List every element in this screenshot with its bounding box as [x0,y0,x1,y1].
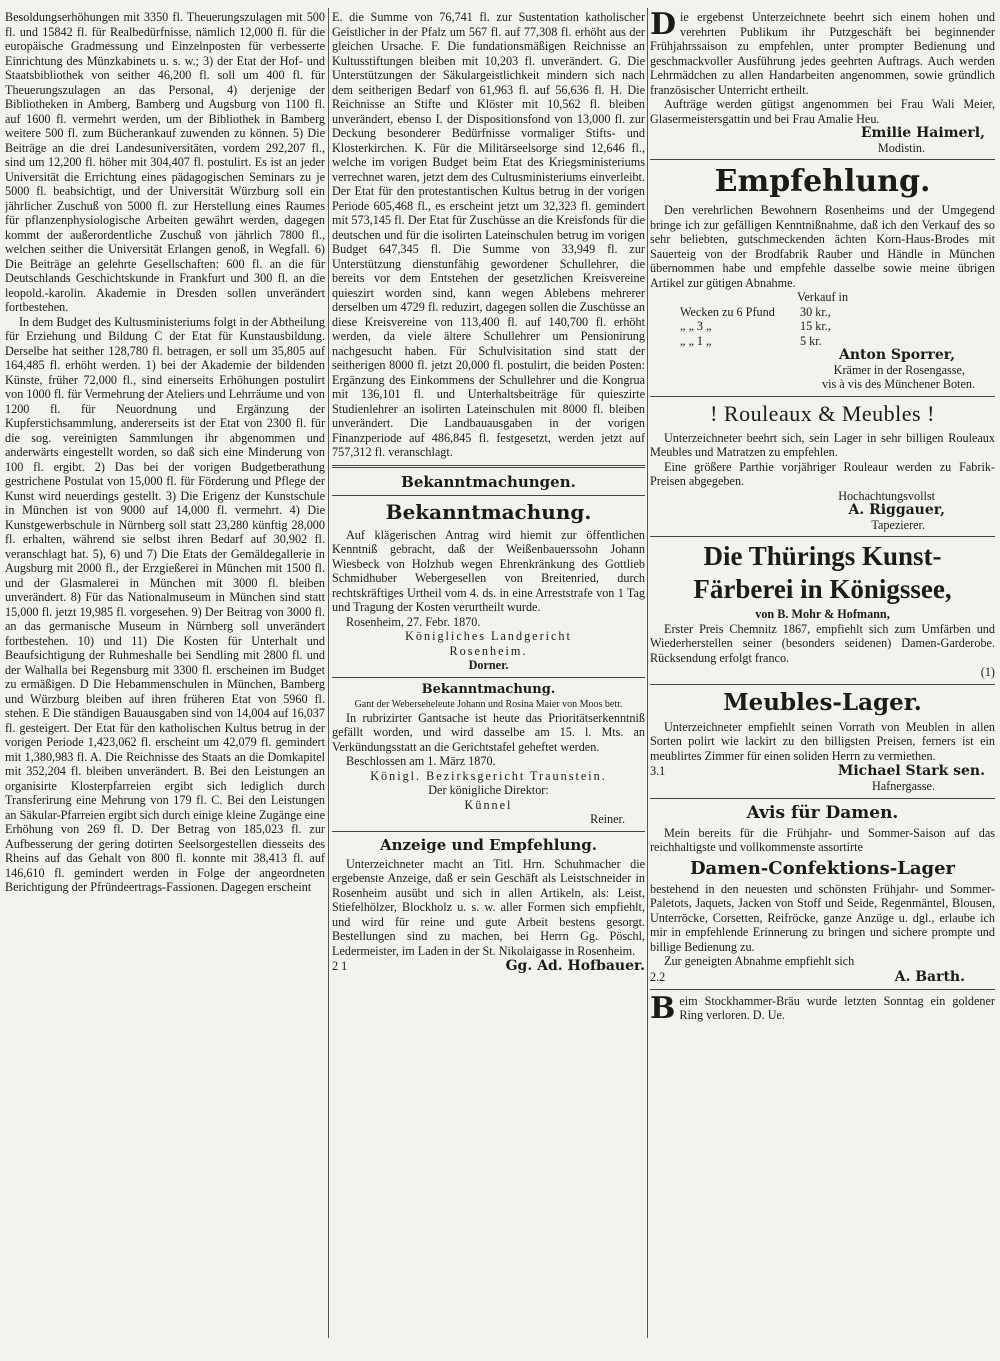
ad-title: Anzeige und Empfehlung. [380,835,597,854]
notice-text: Auf klägerischen Antrag wird hiemit zur öffentlichen Kenntniß gebracht, daß der Weißenbauerssohn Johann Wiesbeck von Holzhub wegen Ehrenkränkung des Gottlieb Schmidhuber Webergesellen von Breitenried, durch rechtskräftiges Urtheil vom 4. ds. in eine Arreststrafe von 1 Tag und Tragung der Kosten verurtheilt wurde. [332,527,645,614]
price-item: „ „ 3 „ [680,319,712,333]
notice-court: Königl. Bezirksgericht Traunstein. [370,768,607,783]
notice-director-label: Der königliche Direktor: [428,783,549,797]
ad-role: Krämer in der Rosengasse, [833,362,965,377]
column-rule-left [328,8,329,1338]
notice-text: In rubrizirter Gantsache ist heute das Prioritätserkenntniß gefällt worden, und wird dasselbe am 15. l. Mts. an Verkündungsstatt an die Gerichtstafel geheftet werden. [332,710,645,754]
ad-role-2: vis à vis des Münchener Boten. [822,377,975,391]
ad-signature: A. Riggauer, [848,502,945,518]
ad-title-line-1: Die Thürings Kunst- [703,541,942,571]
column-budget-report-1 [5,10,325,895]
divider [650,989,995,990]
divider [650,684,995,685]
price-value: 15 kr., [800,319,831,333]
ad-meubles-lager [650,689,995,794]
ad-text: Unterzeichneter beehrt sich, sein Lager in sehr billigen Rouleaux Meubles und Matratzen zu empfehlen. [650,430,995,459]
ad-text-2: Aufträge werden gütigst angenommen bei Frau Wali Meier, Glasermeistersgattin und bei Frau Amalie Heu. [650,97,995,126]
ad-number: 3.1 [650,764,666,778]
ad-text-3: Zur geneigten Abnahme empfiehlt sich [664,954,855,968]
ad-title: ! Rouleaux & Meubles ! [710,400,935,426]
price-row [650,334,995,349]
notice-landgericht [332,500,645,673]
notice-title: Bekanntmachung. [421,681,556,697]
ad-putzgeschaeft [650,10,995,155]
divider [650,798,995,799]
budget-paragraph-1: Besoldungserhöhungen mit 3350 fl. Theuerungszulagen mit 500 fl. und 15842 fl. für Realbedürfnisse, nämlich 12,000 fl. für die europäische Gradmessung und Einzelnposten für verbesserte Einrichtung des Münzkabinets u. s. w.; 3) der Etat der Hof- und Staatsbibliothek von seither 46,200 fl. soll um 400 fl. für Theuerungszulagen an das Personal, 4) derjenige der Bibliotheken in Amberg, Bamberg und Augsburg von 1100 fl. auf 1600 fl. vermehrt werden, um der Bibliothek in Bamberg weitere 500 fl. zum Bücherankauf zuwenden zu können. 5) Die Beiträge an die drei Landesuniversitäten, vordem 292,207 fl., sind um 12,200 fl. höher mit 304,407 fl. postulirt. Es ist an jeder Universität die Errichtung eines pädagogischen Seminars zu je 5000 fl. beabsichtigt, und der Universität Würzburg soll ein jährlicher Zuschuß von 5000 fl. zur Herstellung eines Raumes für pflanzenphysiologische Arbeiten gewährt werden, dagegen kommt der außerordentliche Zuschuß von jährlich 7800 fl., welchen seither die Universität Erlangen genoß, in Wegfall. 6) Die Beiträge an gelehrte Gesellschaften: 600 fl. an die für Deutschlands Geschichtskunde in Frankfurt und 300 fl. an die leopold.-karolin. Akademie in Dresden sollen unverändert fortbestehen. [5,10,325,314]
price-list [650,305,995,349]
ad-subtitle: Damen-Confektions-Lager [689,857,956,879]
divider [650,396,995,397]
ad-kunstfaerberei [650,541,995,680]
price-value: 30 kr., [800,304,831,319]
divider [650,536,995,537]
drop-cap: B [650,990,676,1023]
ad-text: Erster Preis Chemnitz 1867, empfiehlt sich zum Umfärben und Wiederherstellen seiner (besonders seidenen) Damen-Garderobe. Rücksendung erfolgt franco. [650,621,995,665]
ad-address: Hafnergasse. [871,779,935,793]
notice-court: Königliches Landgericht [405,629,572,643]
drop-cap: D [650,10,677,42]
price-value: 5 kr. [800,333,822,348]
column-budget-report-2 [332,10,645,974]
divider [332,831,645,832]
ad-text-2: bestehend in den neuesten und schönsten Frühjahr- und Sommer-Paletots, Jaquets, Jacken von Stoff und Seide, Regenmäntel, Blousen, Unterröcke, Corsetten, Reifröcke, ganze Anzüge u. dgl., erlaube ich mir in empfehlende Erinnerung zu bringen und sichere prompte und billige Bedienung zu. [650,881,995,954]
ad-ring-lost [650,990,995,1023]
budget-paragraph-3: E. die Summe von 76,741 fl. zur Sustentation katholischer Geistlicher in der Pfalz um 567 fl. auf 77,308 fl. erhöht aus der gleichen Ursache. F. Die fundationsmäßigen Reichnisse an Kultusstiftungen bleiben mit 10,203 fl. unverändert. G. Die Unterstützungen der Säkulargeistlichkeit mindern sich nach dem seitherigen Bedarf von 61,963 fl. auf 56,636 fl. H. Die Reichnisse an Stifte und Klöster mit 10,562 fl. bleiben unverändert, ebenso I. der Dispositionsfond von 13,000 fl. zur Deckung besonderer Bedürfnisse vormaliger Stifts- und Klosterkirchen. K. Für die Militärseelsorge sind 12,646 fl., welche im vorigen Budget beim Etat des Kriegsministeriums verrechnet waren, jetzt dem des Cultusministeriums einverleibt. Der Etat für den protestantischen Kultus betrug in der vorigen Periode 605,468 fl., es erscheint jetzt um 32,323 fl. gemindert mit 573,145 fl. Der Etat für Zuschüsse an die Kreisfonds für die deutschen und für die isolirten Lateinschulen betrug im vorigen Budget 647,345 fl. Die Summe von 33,949 fl. zur Unterstützung dienstunfähig gewordener Schullehrer, die bereits vor dem Entstehen der gesetzlichen Kreisvereine quieszirt worden sind, kann wegen Ablebens mehrerer derselben um 4729 fl. reduzirt, dagegen sollen die Zuschüsse an diese Kreisvereine von 113,400 fl. auf 140,700 fl. erhöht werden, da viele ältere Schullehrer um Pensionirung nachgesucht haben. Für Schulvisitation sind statt der seitherigen 8000 fl. jetzt 20,000 fl. postulirt, die beiden Posten: Ergänzung des Einkommens der Schullehrer und die Kongrua mit 136,101 fl. und Unterhaltsbeiträge für quieszirte Studienlehrer an isolirten Lateinschulen mit 8000 fl. bleiben unverändert. Die Landbauausgaben in der vorigen Finanzperiode auf 486,845 fl. festgesetzt, werden jetzt auf 757,312 fl. veranschlagt. [332,10,645,459]
price-row [650,319,995,334]
ad-signature: Emilie Haimerl, [860,125,985,141]
notice-signature: Dorner. [468,658,509,672]
notice-date: Beschlossen am 1. März 1870. [346,754,496,768]
ad-signature: Michael Stark sen. [837,763,985,779]
ad-title-line-2: Färberei in Königssee, [693,574,952,604]
ad-title: Empfehlung. [714,164,931,199]
ad-text: Unterzeichneter empfiehlt seinen Vorrath von Meublen in allen Sorten polirt wie lackirt zu den billigsten Preisen, ferners ist ein meublirtes Zimmer für einen soliden Herrn zu vermiethen. [650,719,995,763]
ad-footer [332,958,645,974]
price-item: „ „ 1 „ [680,333,712,348]
ad-number: (1) [980,665,995,679]
divider [332,495,645,496]
notice-subject: Gant der Weberseheleute Johann und Rosina Maier von Moos betr. [354,698,623,710]
ad-role: Modistin. [877,140,925,155]
price-row [650,305,995,320]
section-title-announcements: Bekanntmachungen. [401,472,576,491]
ad-text: eim Stockhammer-Bräu wurde letzten Sonntag ein goldener Ring verloren. D. Ue. [679,993,995,1022]
budget-paragraph-2: In dem Budget des Kultusministeriums folgt in der Abtheilung für Erziehung und Bildung C der Etat für Kunstausbildung. Derselbe hat seither 128,780 fl. betragen, er soll um 35,805 auf 164,485 fl. erhöht werden. 1) bei der Akademie der bildenden Künste, früher 72,000 fl., sind einerseits Erhöhungen postulirt von 1000 fl. für Vermehrung der Ateliers und Lehrräume und von 1200 fl. für Neuordnung und Ergänzung der Kupferstichsammlung, andererseits ist der Etat von 2300 fl. für die sog. vereinigten Sammlungen ihr abgenommen und anderwärts eingestellt worden, so daß sich eine Minderung von 100 fl. ergibt. 2) Das bei der vorigen Budgetberathung gestrichene Postulat von 15,000 fl. für Förderung und Pflege der Kunst wird neuerdings gestellt. 3) Die Erigenz der Kunstschule in München ist von 9000 auf 14,000 fl. vermehrt. 4) Die Kunstgewerbschule in Nürnberg soll statt 23,280 künftig 28,000 fl. erhalten, während sie selbst ihren Bedarf auf 30,902 fl. veranschlagt hat. 5), 6) und 7) Die Etats der Gemäldegallerie in Augsburg mit 2000 fl., der Erzgießerei in München mit 1500 fl. und der Glasmalerei in München mit 3000 fl. bleiben unverändert. 8) Für das Nationalmuseum in München sind statt 15,000 fl. jetzt 19,985 fl. vorgesehen. 9) Der Beitrag von 3000 fl. an das germanische Museum in Nürnberg soll unverändert fortbestehen. 10) und 11) Die Kosten für Unterhalt und Beaufsichtigung der Ruhmeshalle bei Sendling mit 2800 fl. und der Walhalla bei Regensburg mit 3300 fl. erscheinen im Budget zu ermäßigen. D Die Hebammenschulen in München, Bamberg und Würzburg bleiben auf ihren früheren Etat von 5960 fl. stehen. E Die ständigen Bauausgaben sind von 14,004 auf 16,037 fl. gesteigert. Der Etat für den katholischen Kultus betrug in der vorigen Periode 1,423,062 fl. erscheint um 42,079 fl. gemindert mit 1,380,983 fl. A. Die Reichnisse des Staats an die Domkapitel mit 352,204 fl. bleiben unverändert. B. Bei den Leistungen an organisirte Klosterpfarreien ergibt sich lediglich durch Transferirung eine Mehrung von 179 fl. C. Bei den Leistungen an Säkular-Pfarreien ergibt sich durch einige kleine Zugänge eine Erhöhung von 269 fl. D. Der Betrag von 185,023 fl. zur Aufbesserung der gering dotirten Seelsorgestellen diesseits des Rheins auf das Gehalt von 800 fl. konnte mit 38,413 fl. auf 146,610 fl. gemindert werden in Folge der angeordneten Berichtigung der Pfründeertrags-Fassionen. Dagegen erscheint [5,314,325,894]
ad-signature: A. Barth. [894,968,965,985]
ad-signature: Gg. Ad. Hofbauer. [505,958,645,974]
ad-text: Mein bereits für die Frühjahr- und Sommer-Saison auf das reichhaltigste und vollkommenste assortirte [650,825,995,854]
ad-footer [650,763,995,779]
column-advertisements [650,10,995,1023]
ad-number: 2 1 [332,959,348,973]
notice-date: Rosenheim, 27. Febr. 1870. [346,614,481,629]
ad-number: 2.2 [650,969,666,984]
divider [650,159,995,160]
notice-bezirksgericht [332,682,645,827]
ad-avis-damen [650,803,995,985]
ad-leistschneider [332,836,645,975]
ad-company: von B. Mohr & Hofmann, [755,607,890,621]
ad-role: Tapezierer. [871,517,925,532]
divider [332,677,645,678]
ad-title: Meubles-Lager. [723,688,922,716]
ad-text-2: Eine größere Parthie vorjähriger Rouleaur werden zu Fabrik-Preisen abgegeben. [650,459,995,488]
notice-title: Bekanntmachung. [385,499,592,524]
ad-signature: Anton Sporrer, [838,347,955,363]
ad-text: Den verehrlichen Bewohnern Rosenheims und der Umgegend bringe ich zur gefälligen Kenntnißnahme, daß ich den Verkauf des so sehr beliebten, gutschmeckenden ächten Korn-Haus-Brodes mit Sauerteig von der Brodfabrik Rauber und Händle in München übernommen habe und empfehle dasselbe sowie meine übrigen Artikel zur gütigen Abnahme. [650,203,995,290]
ad-empfehlung-brot [650,164,995,392]
notice-clerk-name: Reiner. [590,812,625,826]
ad-rouleaux [650,401,995,533]
section-divider [332,465,645,468]
notice-director-name: Künnel [464,797,513,812]
column-rule-right [647,8,648,1338]
ad-greeting: Hochachtungsvollst [838,488,935,503]
price-item: Wecken zu 6 Pfund [680,304,775,319]
ad-text: Unterzeichneter macht an Titl. Hrn. Schuhmacher die ergebenste Anzeige, daß er sein Geschäft als Leistschneider in Rosenheim ausübt und sich in allen Artikeln, als: Leist, Stiefelhölzer, Blockholz u. s. w. aller Formen sich empfiehlt, und wird für reine und gute Arbeit bestens gesorgt. Bestellungen sind zu machen, bei Herrn Gg. Pöschl, Ledermeister, im Laden in der St. Nikolaigasse in Rosenheim. [332,856,645,958]
ad-text: ie ergebenst Unterzeichnete beehrt sich einem hohen und verehrten Publikum ihr Putzgeschäft bei beginnender Frühjahrssaison zu empfehlen, unter prompter Bedienung und geschmackvoller Ausführung jedes geehrten Auftrags. Auch werden Lehrmädchen zu allen Handarbeiten angenommen, sowie gründlich französischer Unterricht ertheilt. [650,10,995,97]
sale-label: Verkauf in [796,290,849,304]
notice-place: Rosenheim. [449,643,528,658]
ad-title: Avis für Damen. [746,802,899,823]
ad-footer [650,969,995,985]
